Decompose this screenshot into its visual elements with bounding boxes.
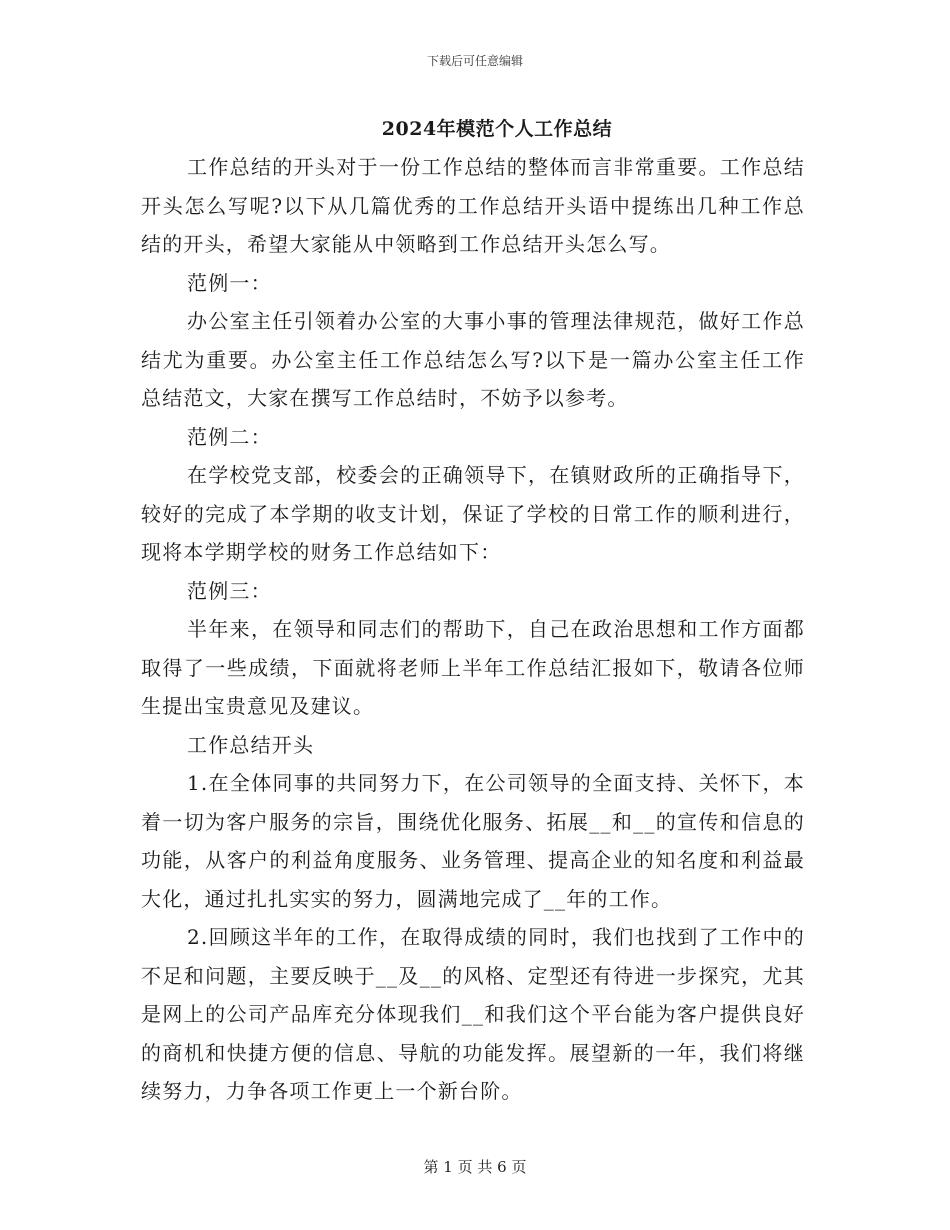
paragraph-item-1: 1.在全体同事的共同努力下，在公司领导的全面支持、关怀下，本着一切为客户服务的宗旨，围绕优化服务、拓展__和__的宣传和信息的功能，从客户的利益角度服务、业务管理、提高企业的知名度和利益最大化，通过扎扎实实的努力，圆满地完成了__年的工作。 bbox=[141, 771, 805, 911]
paragraph-example-two-heading: 范例二： bbox=[187, 424, 272, 449]
paragraph-item-2: 2.回顾这半年的工作，在取得成绩的同时，我们也找到了工作中的不足和问题，主要反映于__及__的风格、定型还有待进一步探究，尤其是网上的公司产品库充分体现我们__和我们这个平台能为客户提供良好的商机和快捷方便的信息、导航的功能发挥。展望新的一年，我们将继续努力，力争各项工作更上一个新台阶。 bbox=[141, 925, 805, 1103]
page-header-note: 下载后可任意编辑 bbox=[426, 54, 523, 68]
paragraph-example-two: 在学校党支部，校委会的正确领导下，在镇财政所的正确指导下，较好的完成了本学期的收支计划，保证了学校的日常工作的顺利进行，现将本学期学校的财务工作总结如下： bbox=[141, 463, 805, 564]
paragraph-example-three-heading: 范例三： bbox=[187, 578, 272, 603]
document-title: 2024年模范个人工作总结 bbox=[381, 118, 613, 140]
document-body bbox=[141, 148, 805, 1111]
page-number: 第 1 页 共 6 页 bbox=[423, 1158, 527, 1176]
paragraph-intro: 工作总结的开头对于一份工作总结的整体而言非常重要。工作总结开头怎么写呢?以下从几篇优秀的工作总结开头语中提练出几种工作总结的开头，希望大家能从中领略到工作总结开头怎么写。 bbox=[141, 155, 805, 256]
paragraph-section-heading: 工作总结开头 bbox=[187, 732, 315, 757]
paragraph-example-one-heading: 范例一： bbox=[187, 270, 272, 295]
paragraph-example-one: 办公室主任引领着办公室的大事小事的管理法律规范，做好工作总结尤为重要。办公室主任工作总结怎么写?以下是一篇办公室主任工作总结范文，大家在撰写工作总结时，不妨予以参考。 bbox=[141, 309, 805, 410]
paragraph-example-three: 半年来，在领导和同志们的帮助下，自己在政治思想和工作方面都取得了一些成绩，下面就将老师上半年工作总结汇报如下，敬请各位师生提出宝贵意见及建议。 bbox=[141, 617, 805, 718]
